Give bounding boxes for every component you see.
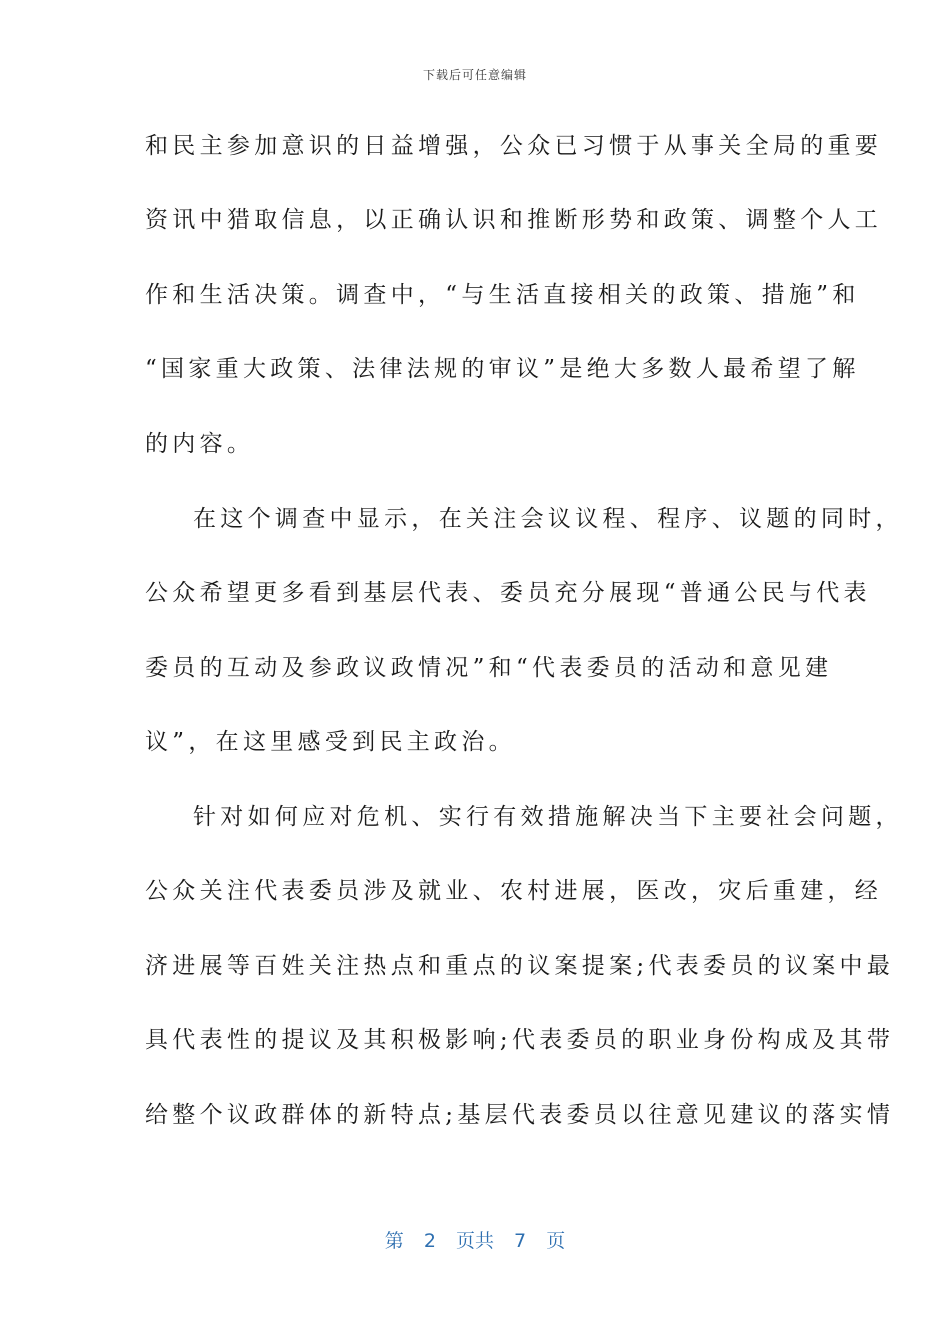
- text-line: 具代表性的提议及其积极影响;代表委员的职业身份构成及其带: [145, 1027, 895, 1053]
- text-line: “国家重大政策、法律法规的审议”是绝大多数人最希望了解: [145, 356, 860, 382]
- paragraph-first-line: 针对如何应对危机、实行有效措施解决当下主要社会问题，: [193, 804, 903, 830]
- page-number-footer: [0, 1226, 950, 1253]
- footer-current-page: 2: [423, 1230, 436, 1252]
- text-line: 作和生活决策。调查中，“与生活直接相关的政策、措施”和: [145, 282, 860, 308]
- footer-prefix: 第: [384, 1230, 404, 1252]
- footer-middle: 页共: [455, 1230, 494, 1252]
- text-line: 公众希望更多看到基层代表、委员充分展现“普通公民与代表: [145, 580, 871, 606]
- footer-total-pages: 7: [514, 1230, 527, 1252]
- paragraph-first-line: 在这个调查中显示，在关注会议议程、程序、议题的同时，: [193, 506, 903, 532]
- text-line: 公众关注代表委员涉及就业、农村进展，医改，灾后重建，经: [145, 878, 883, 904]
- text-line: 委员的互动及参政议政情况”和“代表委员的活动和意见建: [145, 655, 833, 681]
- page-header: 下载后可任意编辑: [422, 68, 527, 82]
- footer-suffix: 页: [546, 1230, 566, 1252]
- text-line: 议”，在这里感受到民主政治。: [145, 729, 516, 755]
- text-line: 和民主参加意识的日益增强，公众已习惯于从事关全局的重要: [145, 133, 883, 159]
- text-line: 给整个议政群体的新特点;基层代表委员以往意见建议的落实情: [145, 1102, 895, 1128]
- text-line: 济进展等百姓关注热点和重点的议案提案;代表委员的议案中最: [145, 953, 895, 979]
- text-line: 的内容。: [145, 431, 255, 457]
- text-line: 资讯中猎取信息，以正确认识和推断形势和政策、调整个人工: [145, 207, 883, 233]
